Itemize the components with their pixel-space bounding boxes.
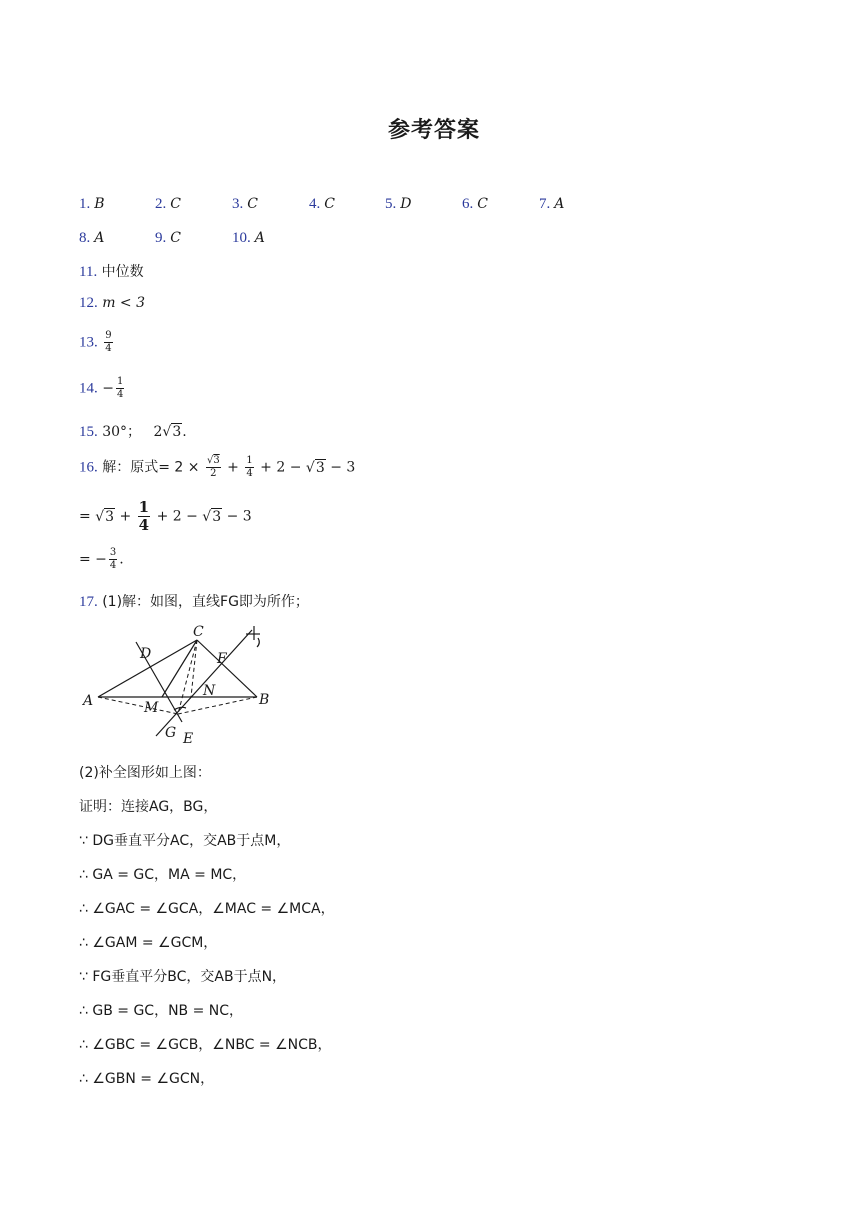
proof-line-4: ∴ ∠GAC = ∠GCA，∠MAC = ∠MCA， <box>79 901 335 917</box>
sqrt-symbol: √3 <box>162 424 182 440</box>
question-number: 10. <box>232 230 251 246</box>
question-number: 8. <box>79 230 91 246</box>
mc-answer-1 <box>79 193 105 213</box>
answer-16-line-1: 16. 解：原式= 2 × $\frac{√3}{2}$ + $\frac{1}{4}$ + 2 − √3 − 3 <box>79 455 356 479</box>
answer-17-part-2: (2)补全图形如上图： <box>79 765 211 781</box>
question-number: 9. <box>155 230 167 246</box>
answer-17-part-1 <box>79 591 309 611</box>
proof-line-2: ∵ DG垂直平分AC，交AB于点M， <box>79 833 291 849</box>
answer-letter: C <box>477 196 488 212</box>
answer-letter: D <box>400 196 412 212</box>
label-n: N <box>203 683 216 699</box>
fraction: $\frac{√3}{2}$ <box>206 455 220 479</box>
fraction: $\frac{1}{4}$ <box>246 455 253 479</box>
label-e: E <box>183 731 194 747</box>
answer-text: 中位数 <box>101 264 144 280</box>
answer-text: (1)解：如图，直线FG即为所作； <box>102 594 309 610</box>
question-number: 15. <box>79 424 98 440</box>
answer-12 <box>79 295 145 312</box>
segment-ag <box>98 697 178 714</box>
mc-answer-10 <box>232 227 265 247</box>
answer-16-line-2: = √3 + $\frac{1}{4}$ + 2 − √3 − 3 <box>79 498 252 534</box>
fraction: $\frac{1}{4}$ <box>116 376 124 400</box>
proof-line-5: ∴ ∠GAM = ∠GCM， <box>79 935 218 951</box>
proof-line-9: ∴ ∠GBN = ∠GCN， <box>79 1071 215 1087</box>
question-number: 14. <box>79 380 98 397</box>
question-number: 3. <box>232 196 244 212</box>
label-b: B <box>259 692 270 708</box>
minus-sign: − <box>102 380 114 397</box>
label-f: F <box>217 651 227 667</box>
label-g: G <box>165 725 177 741</box>
answer-letter: A <box>554 196 565 212</box>
mc-answer-3 <box>232 193 258 213</box>
sqrt-symbol: √3 <box>95 508 115 525</box>
label-a: A <box>83 693 94 709</box>
proof-line-8: ∴ ∠GBC = ∠GCB，∠NBC = ∠NCB， <box>79 1037 332 1053</box>
mc-answer-9 <box>155 227 181 247</box>
proof-line-3: ∴ GA = GC，MA = MC， <box>79 867 247 883</box>
question-number: 4. <box>309 196 321 212</box>
label-c: C <box>193 624 204 640</box>
answer-15 <box>79 421 187 441</box>
answer-11 <box>79 261 144 281</box>
answer-letter: C <box>324 196 335 212</box>
answer-letter: A <box>94 230 105 246</box>
answer-13 <box>79 331 115 354</box>
fraction: $\frac{9}{4}$ <box>105 330 112 354</box>
proof-line-1: 证明：连接AG，BG， <box>79 799 218 815</box>
mc-answer-7 <box>539 193 564 213</box>
answer-16-line-3: = − $\frac{3}{4}$ . <box>79 547 124 571</box>
mc-answer-4 <box>309 193 335 213</box>
mc-answer-5 <box>385 193 411 213</box>
answer-part-b: 2√3. <box>153 424 187 440</box>
answer-letter: C <box>247 196 258 212</box>
label-d: D <box>140 646 152 662</box>
fraction: $\frac{3}{4}$ <box>109 547 117 571</box>
sqrt-symbol: √3 <box>202 508 222 525</box>
mc-answer-2 <box>155 193 181 213</box>
proof-line-6: ∵ FG垂直平分BC，交AB于点N， <box>79 969 287 985</box>
answer-part-a: 30°； <box>102 424 142 440</box>
question-number: 11. <box>79 264 98 280</box>
segment-cg <box>178 640 197 714</box>
question-number: 16. <box>79 459 98 476</box>
mc-answer-6 <box>462 193 488 213</box>
page-title: 参考答案 <box>387 118 480 143</box>
label-m: M <box>144 700 159 716</box>
question-number: 1. <box>79 196 91 212</box>
question-number: 6. <box>462 196 474 212</box>
question-number: 17. <box>79 594 98 610</box>
question-number: 5. <box>385 196 397 212</box>
fraction: $\frac{1}{4}$ <box>138 498 150 534</box>
answer-text: m < 3 <box>102 295 146 311</box>
mc-answer-8 <box>79 227 104 247</box>
sqrt-symbol: √3 <box>305 459 325 476</box>
proof-line-7: ∴ GB = GC，NB = NC， <box>79 1003 244 1019</box>
segment-bg <box>178 697 257 714</box>
answer-letter: C <box>170 196 181 212</box>
question-number: 2. <box>155 196 167 212</box>
answer-letter: A <box>254 230 265 246</box>
segment-cm <box>162 640 197 697</box>
answer-letter: B <box>94 196 105 212</box>
answer-letter: C <box>170 230 181 246</box>
question-number: 13. <box>79 334 98 351</box>
answer-14 <box>79 377 126 400</box>
geometry-figure <box>70 620 290 750</box>
question-number: 7. <box>539 196 551 212</box>
question-number: 12. <box>79 295 98 311</box>
